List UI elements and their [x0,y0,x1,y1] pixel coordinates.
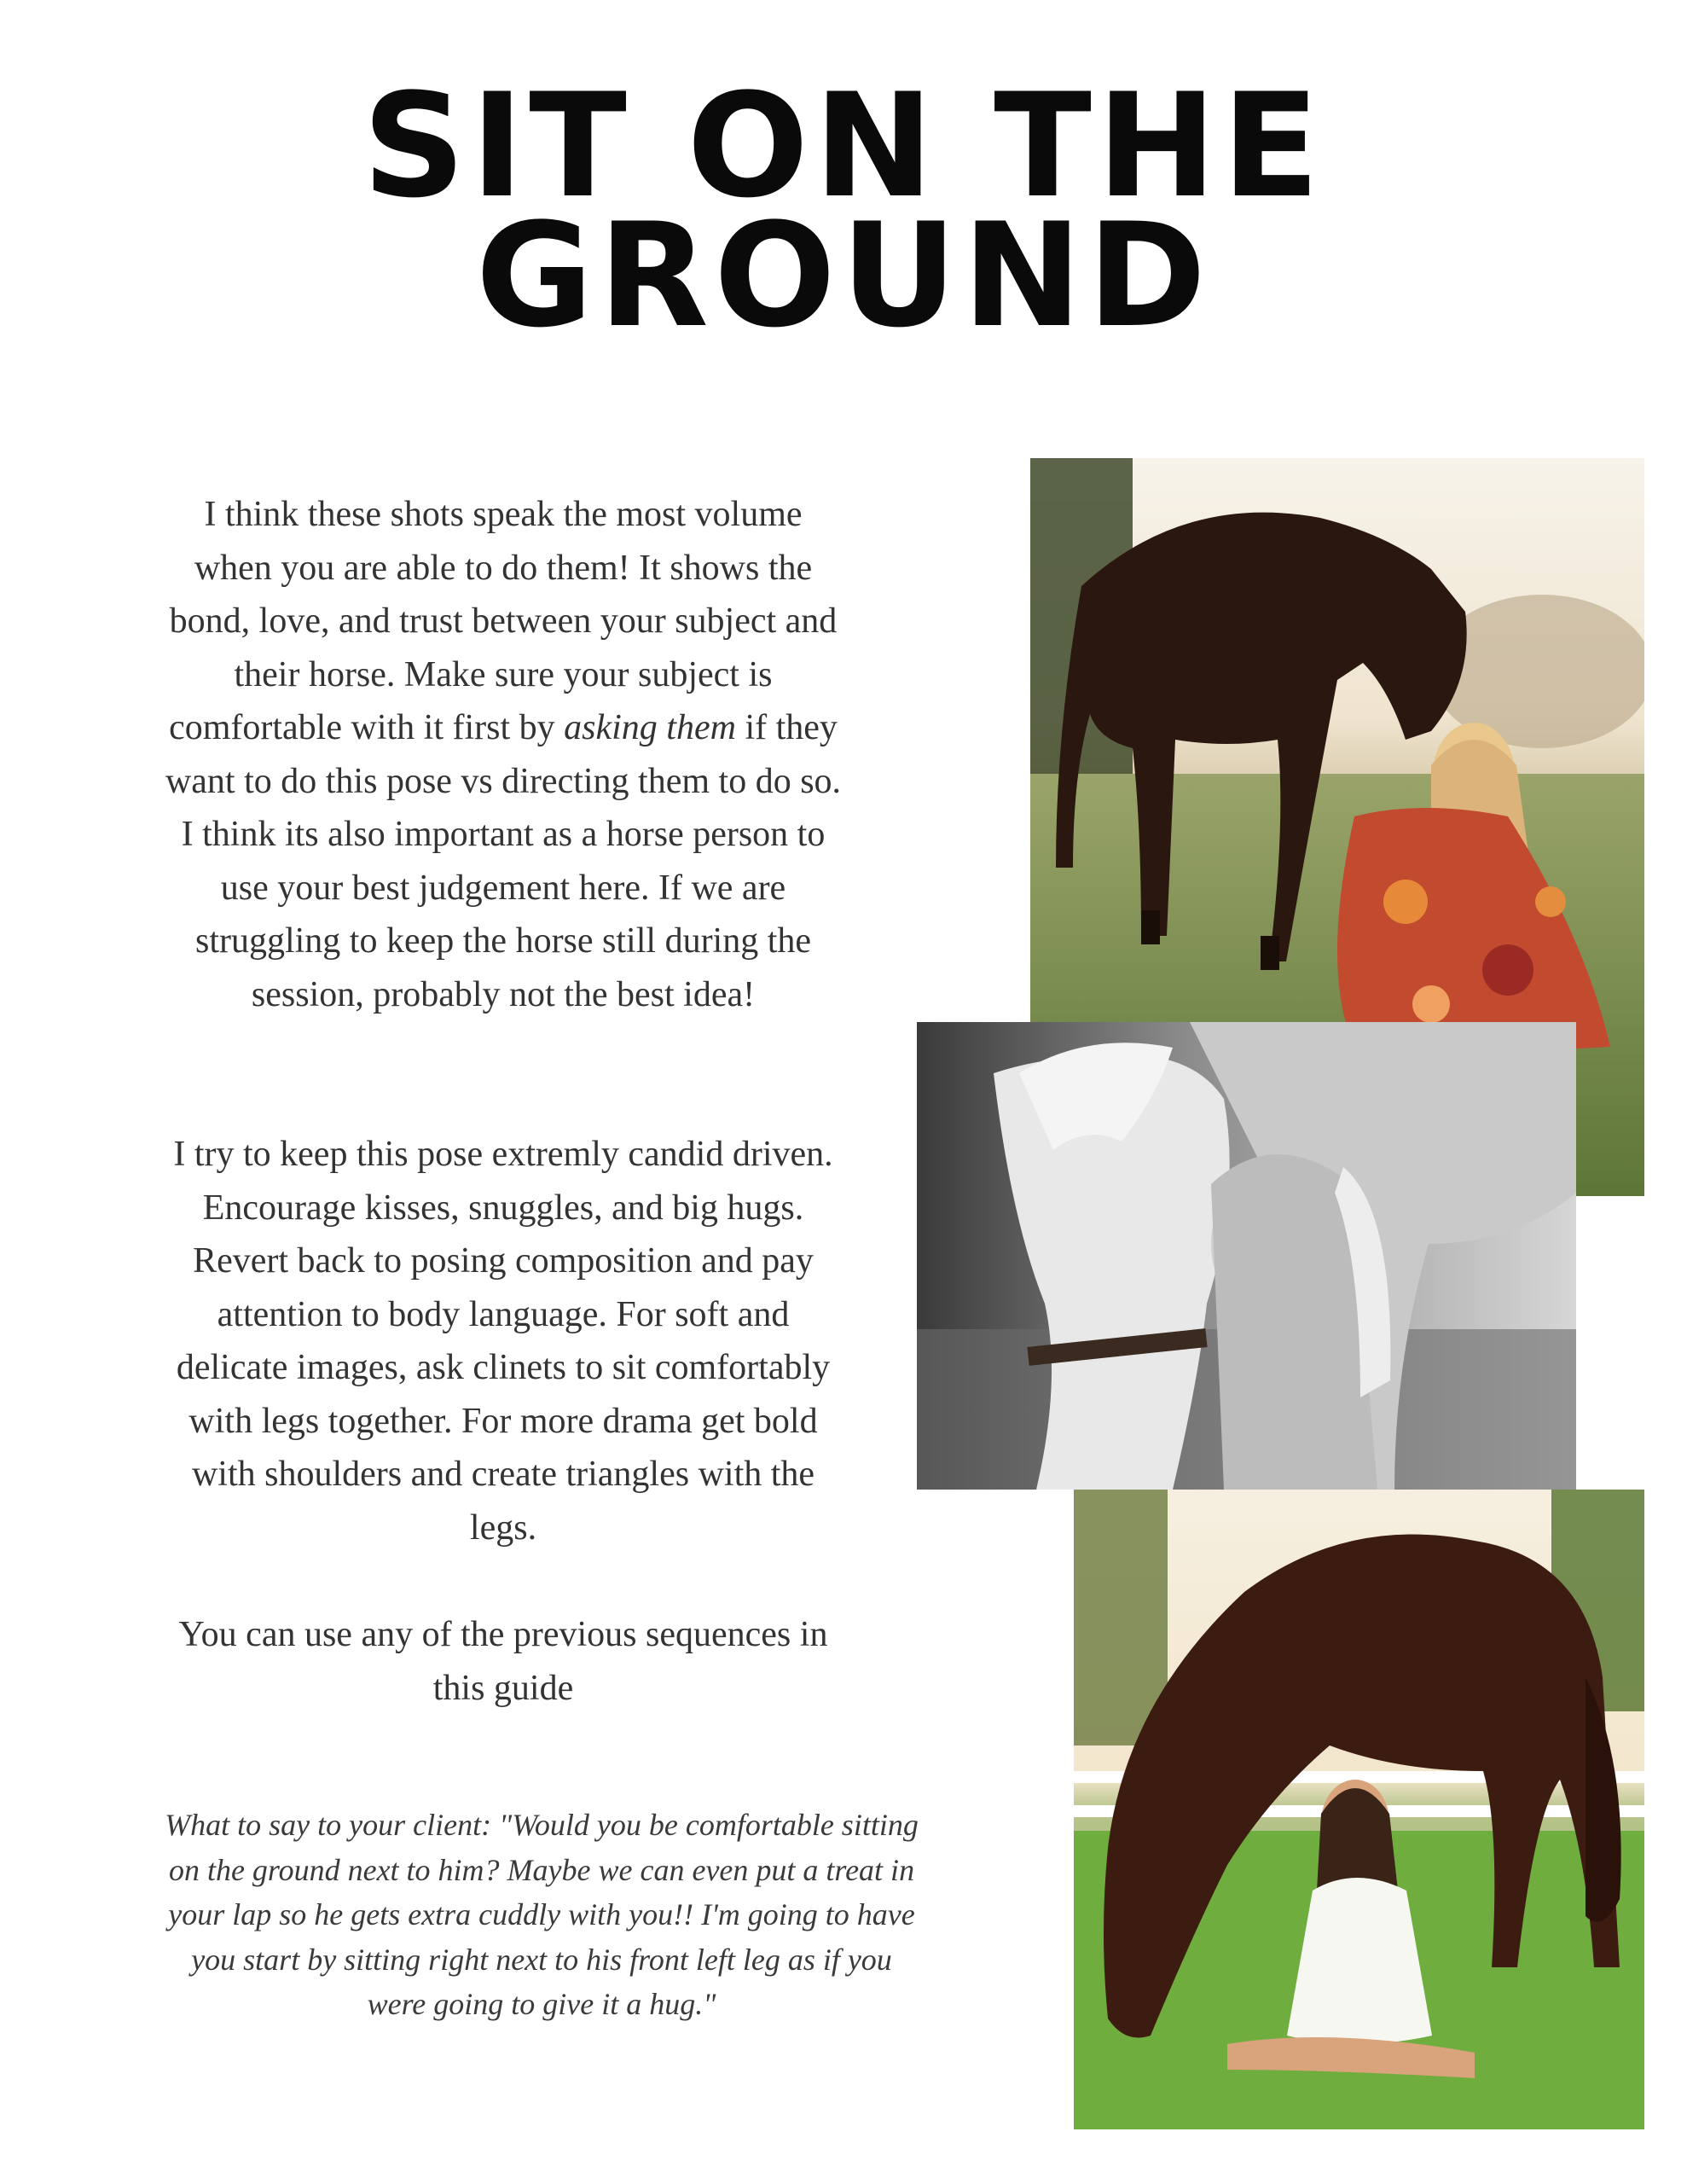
p1-text-start: I think these shots speak the most volume when you are able to do them! It shows the bond, love, and trust between your subject and their horse. Make sure your subject is comfortable with it first by [169,495,838,747]
body-paragraph-1 [162,488,844,1021]
page-title-line-2: GROUND [475,192,1212,359]
client-script-quote: What to say to your client: "Would you be comfortable sitting on the ground next to him? Maybe we can even put a treat in your lap so he gets extra cuddly with you!! I'm going to have you start by sitting right next to his front left leg as if you were going to give it a hug." [165,1808,919,2021]
photo-woman-hugging-grey-horse [917,1022,1576,1490]
p1-text-end: if they want to do this pose vs directing them to do so. I think its also important as a horse person to use your best judgement here. If we are struggling to keep the horse still during the session, probably not the best idea! [165,708,842,1014]
p1-emphasis: asking them [564,708,736,747]
page-title-line-1: SIT ON THE [362,62,1325,229]
photo-woman-sitting-under-horse [1074,1490,1644,2129]
body-paragraph-3-text: You can use any of the previous sequences in this guide [178,1615,828,1708]
page-title [0,62,1687,359]
body-paragraph-1-text [162,488,844,1021]
body-paragraph-3 [162,1608,844,1715]
body-paragraph-2 [162,1128,844,1554]
body-paragraph-2-text: I try to keep this pose extremly candid driven. Encourage kisses, snuggles, and big hugs. Revert back to posing composition and pay attention to body language. For soft and delicate images, ask clinets to sit comfortably with legs together. For more drama get bold with shoulders and create triangles with the legs. [173,1135,833,1548]
